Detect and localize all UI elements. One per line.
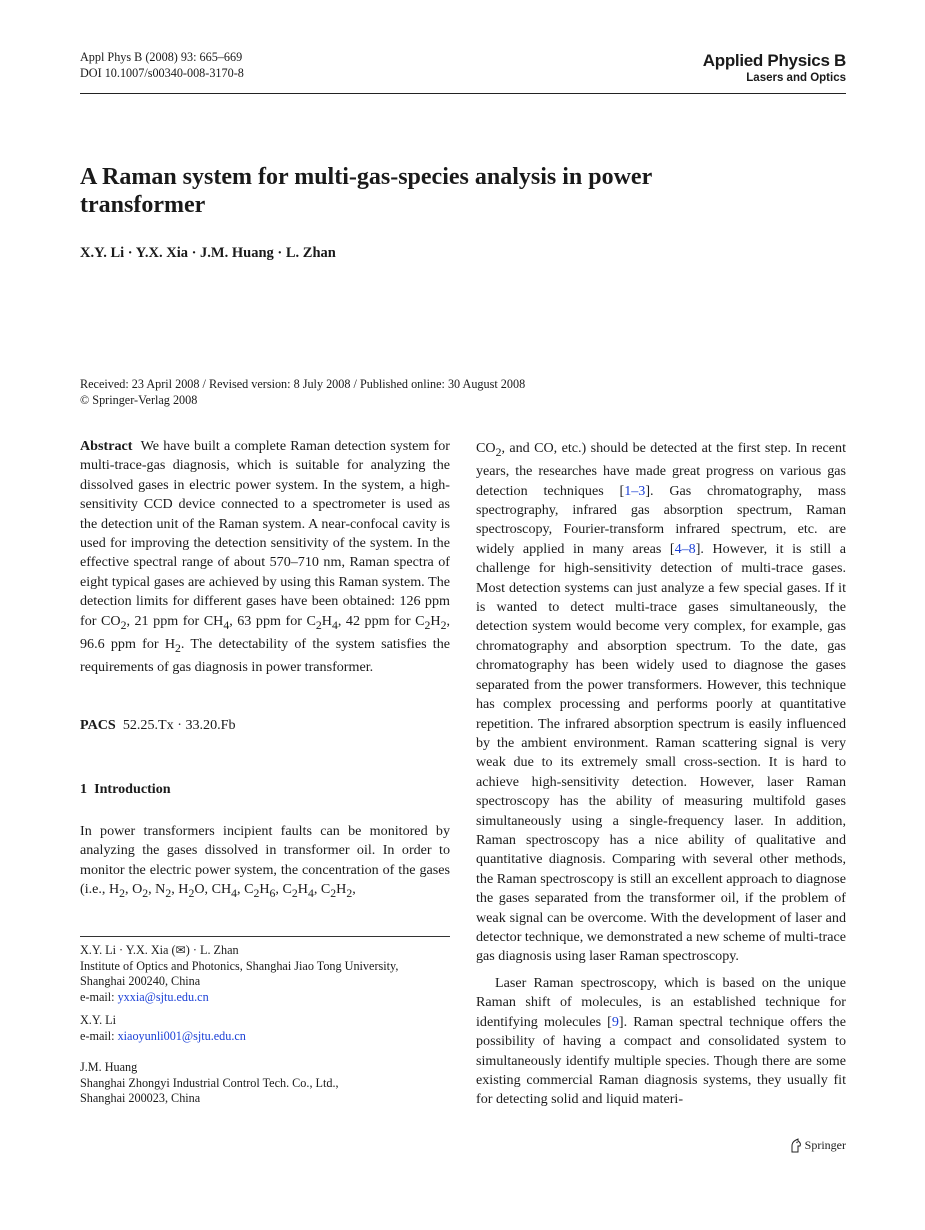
right-paragraph-1: $CO_2$, and CO, etc.) should be detected at the first step. In recent years, the researches have made great progress on various gas detection techniques [1–3]. Gas chromatography, mass spectrography, infrared gas absorption spectrum, Raman spectroscopy, Fourier-transform infrared spectrum, etc. are widely applied in many areas [4–8]. However, it is still a challenge for high-sensitivity detection of multi-trace gases. Most detection systems can just analyze a few special gases. If it is wanted to detect multi-trace gases simultaneously, the detection system would become very complex, for example, gas chromatography and absorption spectrum. To the date, gas chromatography has been widely used to diagnose the gases separated from the power transformers. However, this technique has complex processing and performs poorly at quantitative repetition. The infrared absorption spectrum is easily influenced by the ambient environment. Raman scattering signal is very weak due to its extremely small cross-section. It is hard to achieve high-sensitivity detection. However, laser Raman spectroscopy has the ability of measuring multifold gases simultaneously using a single-frequency laser. In addition, Raman spectroscopy has a nice ability of qualitative and quantitative diagnosis. Comparing with several other methods, the Raman spectroscopy is still an excellent approach to diagnose the gases separated from the transformer oil, if the problem of weak signal can be overcome. With the development of laser and detector technique, we demonstrated a new scheme of multi-trace gas diagnosis using laser Raman spectroscopy.: [476, 440, 846, 965]
body-text: Laser Raman spectroscopy, which is based on the unique Raman shift of molecules, is an established technique for identifying molecules [: [476, 975, 846, 1030]
affiliation-city: Shanghai 200240, China: [80, 974, 201, 988]
article-title: A Raman system for multi-gas-species analysis in power transformer: [80, 164, 652, 218]
journal-citation: Appl Phys B (2008) 93: 665–669: [80, 50, 243, 64]
body-text: ]. Gas chromatography, mass spectrography, infrared gas absorption spectrum, Raman spectroscopy, Fourier-transform infrared spectrum, etc. are widely applied in many areas [: [476, 482, 846, 557]
springer-horse-icon: [789, 1138, 802, 1153]
intro-text: In power transformers incipient faults can be monitored by analyzing the gases dissolved in transformer oil. In order to monitor the electric power system, the concentration of the gases (i.e., H: [80, 823, 450, 898]
dates: Received: 23 April 2008 / Revised version: 8 July 2008 / Published online: 30 August 2008: [80, 377, 526, 391]
affiliation-2: [80, 1013, 246, 1044]
copyright: © Springer-Verlag 2008: [80, 392, 198, 407]
body-text: ]. However, it is still a challenge for high-sensitivity detection of multi-trace gases. Most detection systems can just analyze a few special gases. If it is wanted to detect multi-trace gases simultaneously, the detection system would become very complex, for example, gas chromatography and absorption spectrum. To the date, gas chromatography has been widely used to diagnose the gases separated from the power transformers. However, this technique has complex processing and performs poorly at quantitative repetition. The infrared absorption spectrum is easily influenced by the ambient environment. Raman scattering signal is very weak due to its extremely small cross-section. It is hard to achieve high-sensitivity detection. However, laser Raman spectroscopy has the ability of measuring multifold gases simultaneously using a single-frequency laser. In addition, Raman spectroscopy has a nice ability of qualitative and quantitative diagnosis. Comparing with several other methods, the Raman spectroscopy is still an excellent approach to diagnose the gases separated from the transformer oil, if the problem of weak signal can be overcome. With the development of laser and detector technique, we demonstrated a new scheme of multi-trace gas diagnosis using laser Raman spectroscopy.: [476, 540, 846, 965]
email-link[interactable]: yxxia@sjtu.edu.cn: [117, 989, 209, 1004]
footnote-rule: [80, 936, 450, 937]
doi: DOI 10.1007/s00340-008-3170-8: [80, 65, 244, 80]
abstract-text: , 63 ppm for C: [229, 612, 316, 629]
abstract-text: , 21 ppm for CH: [126, 612, 224, 629]
affiliation-institute: Institute of Optics and Photonics, Shanghai Jiao Tong University,: [80, 958, 399, 973]
pacs-label: PACS: [80, 717, 116, 733]
pacs-codes: 52.25.Tx · 33.20.Fb: [122, 717, 236, 733]
email-link[interactable]: xiaoyunli001@sjtu.edu.cn: [117, 1028, 246, 1043]
affiliation-names: X.Y. Li: [80, 1013, 117, 1027]
section-number: 1: [80, 781, 88, 797]
affiliation-1: [80, 943, 398, 1005]
publisher-name: Springer: [804, 1137, 846, 1152]
affiliation-names: X.Y. Li · Y.X. Xia (✉) · L. Zhan: [80, 943, 239, 957]
header-rule: [80, 93, 846, 94]
journal-brand: [703, 51, 846, 84]
abstract-text: , 96.6 ppm for H: [80, 612, 450, 652]
abstract-text: . The detectability of the system satisfies the requirements of gas diagnosis in power transformer.: [80, 635, 450, 676]
affiliation-3: [80, 1060, 339, 1107]
email-label: e-mail:: [80, 989, 115, 1004]
right-paragraph-2: [476, 974, 846, 1110]
author-list: X.Y. Li · Y.X. Xia · J.M. Huang · L. Zhan: [80, 245, 336, 261]
citation-link[interactable]: 4–8: [674, 540, 696, 557]
email-label: e-mail:: [80, 1028, 115, 1043]
body-text: , and CO, etc.) should be detected at the first step. In recent years, the researches have made great progress on various gas detection techniques [: [476, 440, 846, 499]
affiliation-email-line: [80, 1029, 246, 1045]
affiliation-email-line: [80, 990, 398, 1006]
citation-link[interactable]: 1–3: [624, 482, 646, 499]
body-text: ]. Raman spectral technique offers the possibility of having a compact and consolidated system to simultaneously identify multiple species. Though there are some existing commercial Raman diagnosis systems, they usually fit for detecting solid and liquid materi-: [476, 1013, 846, 1108]
citation-link[interactable]: 9: [611, 1013, 619, 1030]
intro-paragraph: In power transformers incipient faults can be monitored by analyzing the gases dissolved in transformer oil. In order to monitor the electric power system, the concentration of the gases (i.e., $H_2$, $O_2$, $N_2$, $H_2O$, $CH_4$, $C_2H_6$, $C_2H_4$, $C_2H_2$,: [80, 823, 450, 901]
publication-history: [80, 377, 525, 408]
abstract-label: Abstract: [80, 438, 133, 454]
journal-title: Applied Physics B: [702, 51, 846, 70]
section-title: Introduction: [94, 781, 171, 797]
abstract-text: , 42 ppm for C: [337, 612, 425, 629]
section-heading: [80, 781, 171, 798]
affiliation-city: Shanghai 200023, China: [80, 1091, 201, 1105]
affiliation-names: J.M. Huang: [80, 1060, 138, 1074]
abstract-text: We have built a complete Raman detection system for multi-trace-gas diagnosis, which is suitable for analyzing the dissolved gases in electric power system. In the system, a high-sensitivity CCD device connected to a spectrometer is used as the detection unit of the Raman system. A near-confocal cavity is used for improving the detection sensitivity of the system. In the effective spectral range of about 570–710 nm, Raman spectra of eight typical gases are achieved by using this Raman system. The detection limits for different gases have been obtained: 126 ppm for CO: [80, 438, 450, 629]
affiliation-company: Shanghai Zhongyi Industrial Control Tech. Co., Ltd.,: [80, 1075, 339, 1090]
publisher-logo: [789, 1137, 846, 1153]
abstract: Abstract We have built a complete Raman detection system for multi-trace-gas diagnosis, which is suitable for analyzing the dissolved gases in electric power system. In the system, a high-sensitivity CCD device connected to a spectrometer is used as the detection unit of the Raman system. A near-confocal cavity is used for improving the detection sensitivity of the system. In the effective spectral range of about 570–710 nm, Raman spectra of eight typical gases are achieved by using this Raman system. The detection limits for different gases have been obtained: 126 ppm for $CO_2$, 21 ppm for $CH_4$, 63 ppm for $C_2H_4$, 42 ppm for $C_2H_2$, 96.6 ppm for $H_2$. The detectability of the system satisfies the requirements of gas diagnosis in power transformer.: [80, 438, 450, 676]
journal-subtitle: Lasers and Optics: [746, 72, 846, 84]
journal-reference: [80, 50, 244, 81]
pacs: [80, 716, 450, 735]
